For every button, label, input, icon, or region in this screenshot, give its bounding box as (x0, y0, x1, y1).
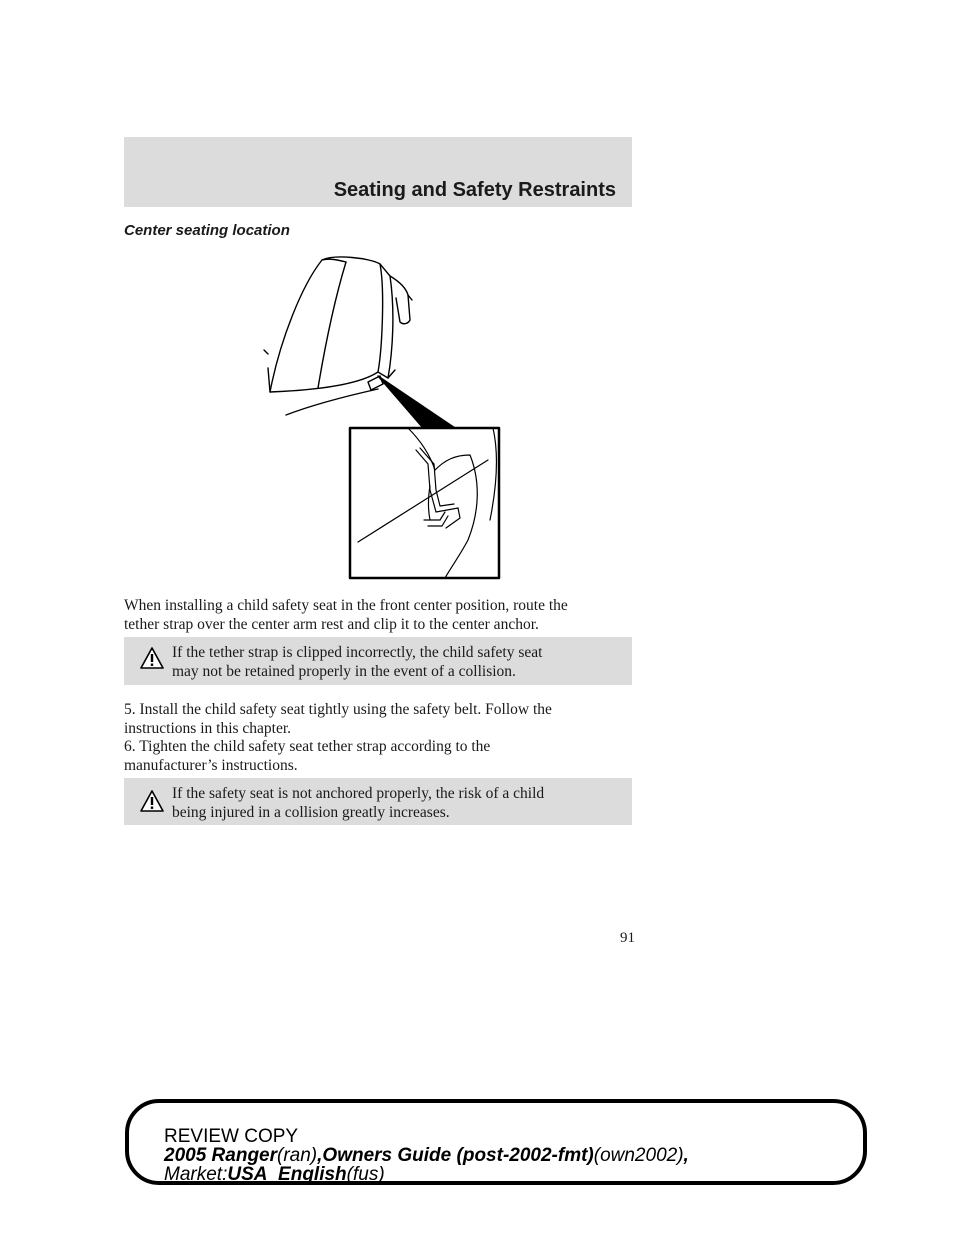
warning-text: If the safety seat is not anchored properly, the risk of a child being injured in a collision greatly increases. (172, 785, 545, 821)
warning-box (124, 637, 632, 685)
warning-triangle-icon (140, 647, 164, 669)
warning-text: If the tether strap is clipped incorrectly, the child safety seat may not be retained properly in the event of a collision. (172, 644, 543, 680)
page-number: 91 (620, 930, 635, 946)
section-title: Seating and Safety Restraints (333, 179, 616, 201)
footer-document-info: 2005 Ranger(ran),Owners Guide (post-2002-fmt)(own2002), (164, 1145, 689, 1166)
intro-paragraph: When installing a child safety seat in the front center position, route the tether strap over the center arm rest and clip it to the center anchor. (124, 597, 568, 633)
footer-market-info: Market:USA_English(fus) (164, 1164, 385, 1185)
step-5-paragraph: 5. Install the child safety seat tightly using the safety belt. Follow the instructions in this chapter. (124, 701, 552, 737)
header-band (124, 137, 632, 207)
footer-review-copy: REVIEW COPY (164, 1126, 299, 1147)
step-6-paragraph: 6. Tighten the child safety seat tether strap according to the manufacturer’s instructions. (124, 738, 491, 774)
warning-box (124, 778, 632, 825)
warning-triangle-icon (140, 790, 164, 812)
subheading: Center seating location (124, 222, 290, 239)
seat-tether-anchor-illustration (240, 250, 510, 585)
